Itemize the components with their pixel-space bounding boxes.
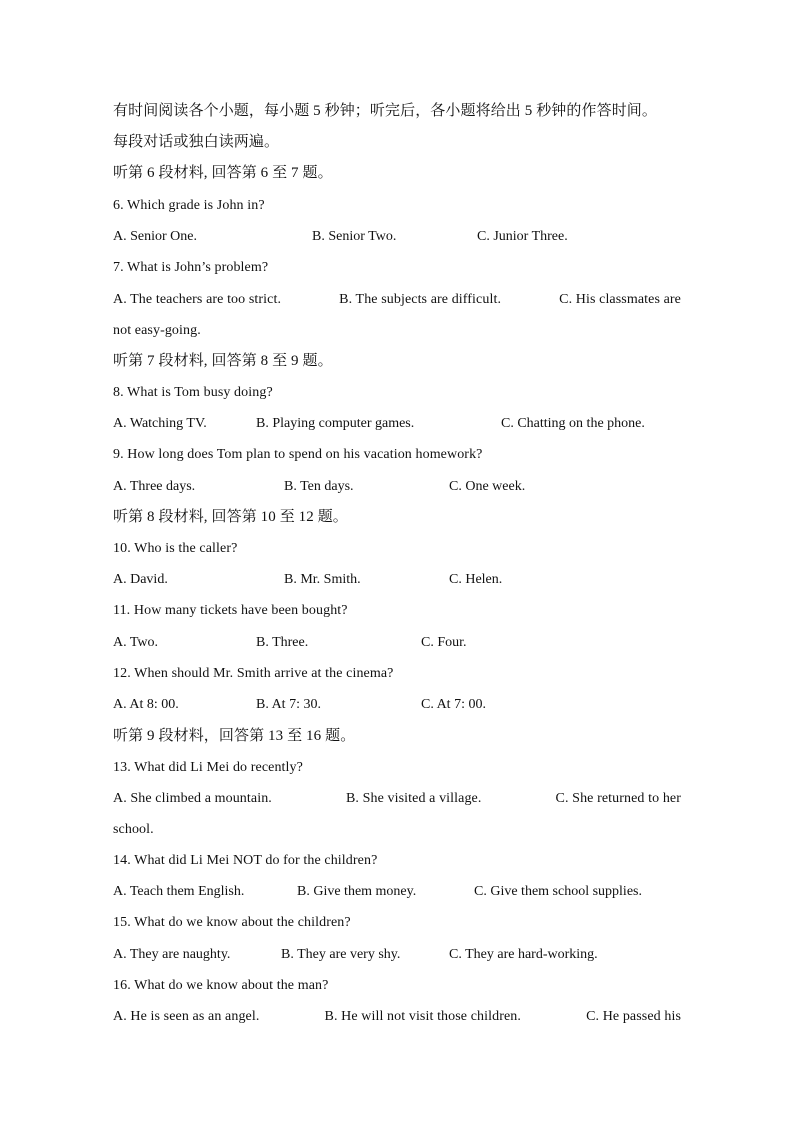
q16-option-b: B. He will not visit those children. xyxy=(324,1009,521,1024)
q12-option-a: A. At 8: 00. xyxy=(113,697,179,712)
question-6: 6. Which grade is John in? xyxy=(113,198,265,213)
section-heading-6: 听第 6 段材料, 回答第 6 至 7 题。 xyxy=(113,165,333,181)
q7-option-a: A. The teachers are too strict. xyxy=(113,292,282,307)
q13-option-a: A. She climbed a mountain. xyxy=(113,791,272,806)
q9-option-c: C. One week. xyxy=(449,479,526,494)
q15-option-c: C. They are hard-working. xyxy=(449,947,598,962)
q6-option-c: C. Junior Three. xyxy=(477,229,568,244)
q14-option-a: A. Teach them English. xyxy=(113,884,245,899)
q14-option-b: B. Give them money. xyxy=(297,884,417,899)
question-13: 13. What did Li Mei do recently? xyxy=(113,760,303,775)
q13-option-b: B. She visited a village. xyxy=(345,791,482,806)
q16-options-row xyxy=(113,1007,681,1027)
q8-option-b: B. Playing computer games. xyxy=(256,416,415,431)
question-8: 8. What is Tom busy doing? xyxy=(113,385,273,400)
question-12: 12. When should Mr. Smith arrive at the cinema? xyxy=(113,666,394,681)
q7-options-row xyxy=(113,290,681,310)
question-10: 10. Who is the caller? xyxy=(113,541,238,556)
q9-option-b: B. Ten days. xyxy=(284,479,354,494)
section-heading-8: 听第 8 段材料, 回答第 10 至 12 题。 xyxy=(113,509,348,525)
q16-option-a: A. He is seen as an angel. xyxy=(113,1009,260,1024)
q10-option-a: A. David. xyxy=(113,572,168,587)
q11-option-c: C. Four. xyxy=(421,635,467,650)
q12-option-b: B. At 7: 30. xyxy=(256,697,321,712)
q7-option-c-continued: not easy-going. xyxy=(113,323,201,338)
q10-option-b: B. Mr. Smith. xyxy=(284,572,361,587)
q8-option-c: C. Chatting on the phone. xyxy=(501,416,645,431)
q16-option-c: C. He passed his xyxy=(586,1009,681,1024)
question-14: 14. What did Li Mei NOT do for the children? xyxy=(113,853,378,868)
q6-option-a: A. Senior One. xyxy=(113,229,197,244)
q9-option-a: A. Three days. xyxy=(113,479,196,494)
q11-option-a: A. Two. xyxy=(113,635,159,650)
q7-option-c: C. His classmates are xyxy=(559,292,681,307)
question-15: 15. What do we know about the children? xyxy=(113,915,351,930)
q13-option-c-continued: school. xyxy=(113,822,154,837)
q13-options-row xyxy=(113,789,681,809)
q15-option-a: A. They are naughty. xyxy=(113,947,231,962)
question-7: 7. What is John’s problem? xyxy=(113,260,269,275)
q8-option-a: A. Watching TV. xyxy=(113,416,207,431)
q6-option-b: B. Senior Two. xyxy=(312,229,397,244)
q15-option-b: B. They are very shy. xyxy=(281,947,401,962)
q12-option-c: C. At 7: 00. xyxy=(421,697,486,712)
q7-option-b: B. The subjects are difficult. xyxy=(339,292,502,307)
intro-line-2: 每段对话或独白读两遍。 xyxy=(113,134,280,150)
question-16: 16. What do we know about the man? xyxy=(113,978,329,993)
question-11: 11. How many tickets have been bought? xyxy=(113,603,348,618)
q14-option-c: C. Give them school supplies. xyxy=(474,884,642,899)
q11-option-b: B. Three. xyxy=(256,635,309,650)
section-heading-9: 听第 9 段材料，回答第 13 至 16 题。 xyxy=(113,728,356,744)
section-heading-7: 听第 7 段材料, 回答第 8 至 9 题。 xyxy=(113,353,333,369)
question-9: 9. How long does Tom plan to spend on his vacation homework? xyxy=(113,447,483,462)
intro-line-1: 有时间阅读各个小题，每小题 5 秒钟；听完后，各小题将给出 5 秒钟的作答时间。 xyxy=(113,103,658,119)
q13-option-c: C. She returned to her xyxy=(555,791,681,806)
q10-option-c: C. Helen. xyxy=(449,572,503,587)
